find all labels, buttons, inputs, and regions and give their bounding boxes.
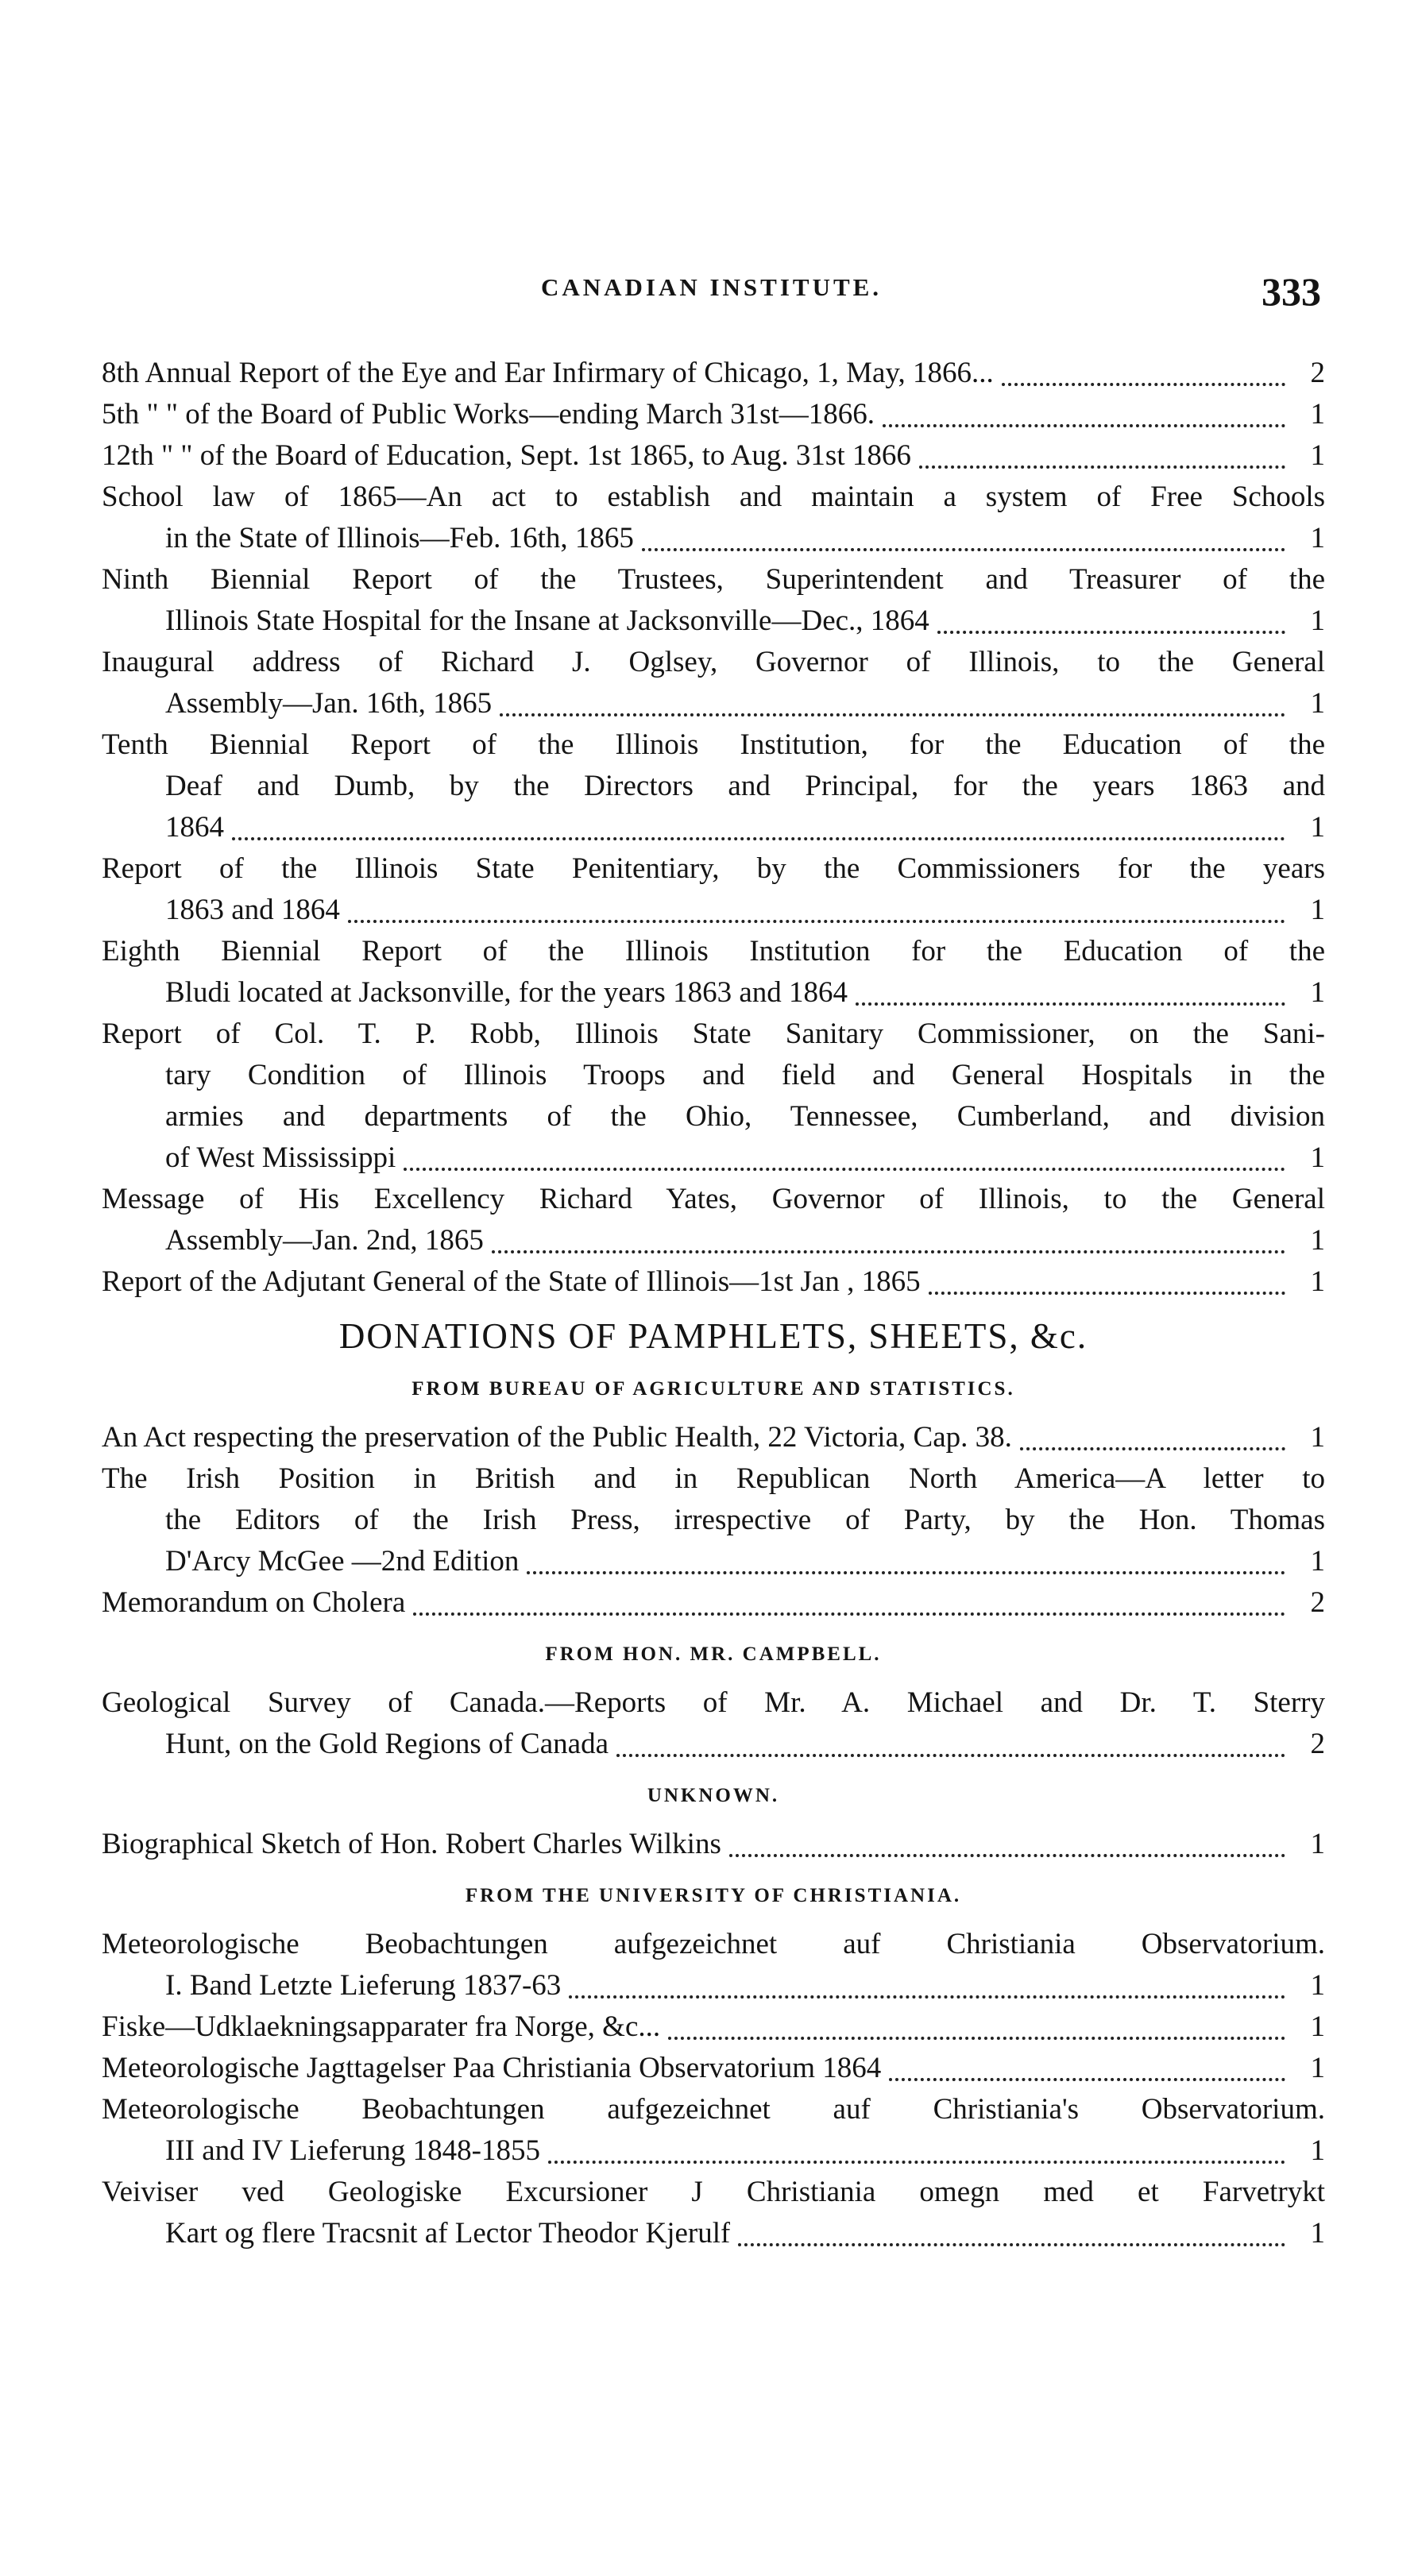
entry-last-line xyxy=(102,435,1325,477)
report-list xyxy=(102,353,1325,1303)
entry-count: 1 xyxy=(1310,1141,1325,1174)
entry-text: armies and departments of the Ohio, Tennessee, Cumberland, and division xyxy=(165,1100,1325,1133)
entry-count: 1 xyxy=(1310,1828,1325,1860)
entry-count: 1 xyxy=(1310,1545,1325,1578)
catalog-entry xyxy=(102,2089,1325,2172)
entry-line xyxy=(102,1096,1325,1137)
entry-count: 1 xyxy=(1310,604,1325,637)
entry-last-line xyxy=(102,1417,1325,1458)
entry-text: Report of the Illinois State Penitentiary, by the Commissioners for the years xyxy=(102,852,1325,885)
dot-leader xyxy=(889,2070,1285,2081)
entry-text: Assembly—Jan. 16th, 1865 xyxy=(165,687,493,720)
donor-subheading: UNKNOWN. xyxy=(647,1785,780,1806)
dot-leader xyxy=(348,912,1285,923)
entry-line xyxy=(102,477,1325,518)
catalog-entry xyxy=(102,353,1325,394)
entry-last-line xyxy=(102,683,1325,724)
catalog-entry xyxy=(102,2006,1325,2048)
catalog-entry xyxy=(102,435,1325,477)
entry-count: 1 xyxy=(1310,1224,1325,1257)
dot-leader xyxy=(232,829,1285,840)
entry-text: Message of His Excellency Richard Yates, Governor of Illinois, to the General xyxy=(102,1183,1325,1215)
dot-leader xyxy=(569,1987,1285,1999)
dot-leader xyxy=(919,458,1285,469)
entry-last-line xyxy=(102,353,1325,394)
entry-count: 1 xyxy=(1310,976,1325,1009)
entry-text: Geological Survey of Canada.—Reports of Mr. A. Michael and Dr. T. Sterry xyxy=(102,1686,1325,1719)
catalog-entry xyxy=(102,1261,1325,1303)
entry-last-line xyxy=(102,2006,1325,2048)
donation-groups xyxy=(102,1376,1325,2254)
dot-leader xyxy=(1002,375,1285,386)
catalog-entry xyxy=(102,724,1325,848)
entry-count: 1 xyxy=(1310,398,1325,431)
catalog-entry xyxy=(102,1014,1325,1179)
entry-line xyxy=(102,1458,1325,1500)
entry-text: Biographical Sketch of Hon. Robert Charles Wilkins xyxy=(102,1828,721,1860)
entry-line xyxy=(102,848,1325,890)
entry-line xyxy=(102,2172,1325,2213)
entry-count: 1 xyxy=(1310,439,1325,472)
page-number: 333 xyxy=(1262,269,1321,314)
entry-line xyxy=(102,642,1325,683)
entry-text: Memorandum on Cholera xyxy=(102,1586,406,1619)
entry-count: 1 xyxy=(1310,2217,1325,2250)
entry-line xyxy=(102,766,1325,807)
catalog-entry xyxy=(102,2172,1325,2254)
dot-leader xyxy=(729,1846,1285,1857)
entry-text: An Act respecting the preservation of the Public Health, 22 Victoria, Cap. 38. xyxy=(102,1421,1012,1454)
entry-line xyxy=(102,1179,1325,1220)
entry-last-line xyxy=(102,1541,1325,1582)
entry-text: Report of Col. T. P. Robb, Illinois State Sanitary Commissioner, on the Sani- xyxy=(102,1018,1325,1050)
entry-last-line xyxy=(102,601,1325,642)
entry-line xyxy=(102,559,1325,601)
entry-text: 8th Annual Report of the Eye and Ear Infirmary of Chicago, 1, May, 1866... xyxy=(102,357,994,389)
donor-subheading: FROM HON. MR. CAMPBELL. xyxy=(545,1643,882,1665)
catalog-entry xyxy=(102,1924,1325,2006)
entry-last-line xyxy=(102,1965,1325,2006)
entry-last-line xyxy=(102,1220,1325,1261)
entry-count: 2 xyxy=(1310,357,1325,389)
dot-leader xyxy=(1020,1439,1285,1450)
dot-leader xyxy=(738,2235,1285,2246)
section-heading: DONATIONS OF PAMPHLETS, SHEETS, &c. xyxy=(338,1316,1088,1356)
running-title: CANADIAN INSTITUTE. xyxy=(540,273,883,301)
entry-text: Veiviser ved Geologiske Excursioner J Christiania omegn med et Farvetrykt xyxy=(102,2176,1325,2208)
dot-leader xyxy=(937,623,1285,634)
catalog-entry xyxy=(102,642,1325,724)
entry-text: Ninth Biennial Report of the Trustees, Superintendent and Treasurer of the xyxy=(102,563,1325,596)
dot-leader xyxy=(548,2153,1285,2164)
entry-count: 1 xyxy=(1310,1969,1325,2002)
entry-line xyxy=(102,1055,1325,1096)
entry-count: 1 xyxy=(1310,2052,1325,2084)
entry-text: Illinois State Hospital for the Insane at Jacksonville—Dec., 1864 xyxy=(165,604,929,637)
entry-text: Fiske—Udklaekningsapparater fra Norge, &c... xyxy=(102,2010,661,2043)
catalog-entry xyxy=(102,559,1325,642)
entry-text: Inaugural address of Richard J. Oglsey, Governor of Illinois, to the General xyxy=(102,646,1325,678)
donor-subheading: FROM BUREAU OF AGRICULTURE AND STATISTICS. xyxy=(411,1378,1015,1400)
entry-text: I. Band Letzte Lieferung 1837-63 xyxy=(165,1969,562,2002)
entry-last-line xyxy=(102,2130,1325,2172)
entry-last-line xyxy=(102,2213,1325,2254)
entry-last-line xyxy=(102,890,1325,931)
entry-line xyxy=(102,1500,1325,1541)
entry-text: Meteorologische Jagttagelser Paa Christiania Observatorium 1864 xyxy=(102,2052,882,2084)
dot-leader xyxy=(616,1746,1285,1757)
catalog-entry xyxy=(102,931,1325,1014)
entry-last-line xyxy=(102,1261,1325,1303)
catalog-entry xyxy=(102,848,1325,931)
entry-count: 1 xyxy=(1310,1421,1325,1454)
entry-text: 12th " " of the Board of Education, Sept. 1st 1865, to Aug. 31st 1866 xyxy=(102,439,911,472)
entry-count: 1 xyxy=(1310,1265,1325,1298)
catalog-entry xyxy=(102,477,1325,559)
entry-last-line xyxy=(102,972,1325,1014)
catalog-entry xyxy=(102,1582,1325,1624)
catalog-entry xyxy=(102,1458,1325,1582)
entry-last-line xyxy=(102,807,1325,848)
entry-last-line xyxy=(102,1137,1325,1179)
entry-line xyxy=(102,1682,1325,1724)
catalog-entry xyxy=(102,1179,1325,1261)
entry-last-line xyxy=(102,1824,1325,1865)
entry-count: 1 xyxy=(1310,2134,1325,2167)
entry-text: Eighth Biennial Report of the Illinois Institution for the Education of the xyxy=(102,935,1325,967)
catalog-entry xyxy=(102,1682,1325,1765)
entry-text: Kart og flere Tracsnit af Lector Theodor Kjerulf xyxy=(165,2217,731,2250)
dot-leader xyxy=(642,540,1285,551)
catalog-entry xyxy=(102,1824,1325,1865)
entry-text: Report of the Adjutant General of the State of Illinois—1st Jan , 1865 xyxy=(102,1265,921,1298)
entry-count: 2 xyxy=(1310,1586,1325,1619)
entry-line xyxy=(102,724,1325,766)
dot-leader xyxy=(929,1284,1285,1295)
entry-count: 2 xyxy=(1310,1728,1325,1760)
entry-last-line xyxy=(102,2048,1325,2089)
dot-leader xyxy=(413,1605,1285,1616)
entry-count: 1 xyxy=(1310,2010,1325,2043)
catalog-entry xyxy=(102,2048,1325,2089)
entry-last-line xyxy=(102,1724,1325,1765)
entry-last-line xyxy=(102,1582,1325,1624)
entry-line xyxy=(102,1924,1325,1965)
entry-count: 1 xyxy=(1310,687,1325,720)
entry-count: 1 xyxy=(1310,894,1325,926)
entry-line xyxy=(102,2089,1325,2130)
dot-leader xyxy=(668,2029,1285,2040)
entry-text: 5th " " of the Board of Public Works—ending March 31st—1866. xyxy=(102,398,875,431)
entry-text: Meteorologische Beobachtungen aufgezeichnet auf Christiania's Observatorium. xyxy=(102,2093,1325,2126)
entry-text: 1864 xyxy=(165,811,224,844)
dot-leader xyxy=(500,705,1285,716)
entry-last-line xyxy=(102,394,1325,435)
entry-text: D'Arcy McGee —2nd Edition xyxy=(165,1545,520,1578)
entry-count: 1 xyxy=(1310,522,1325,554)
donation-group xyxy=(102,1641,1325,1765)
dot-leader xyxy=(492,1242,1285,1253)
entry-text: III and IV Lieferung 1848-1855 xyxy=(165,2134,540,2167)
entry-line xyxy=(102,1014,1325,1055)
entry-text: in the State of Illinois—Feb. 16th, 1865 xyxy=(165,522,634,554)
entry-text: Meteorologische Beobachtungen aufgezeichnet auf Christiania Observatorium. xyxy=(102,1928,1325,1960)
donor-subheading: FROM THE UNIVERSITY OF CHRISTIANIA. xyxy=(465,1885,962,1906)
entry-count: 1 xyxy=(1310,811,1325,844)
entry-text: 1863 and 1864 xyxy=(165,894,340,926)
dot-leader xyxy=(404,1160,1285,1171)
entry-text: Bludi located at Jacksonville, for the years 1863 and 1864 xyxy=(165,976,848,1009)
entry-line xyxy=(102,931,1325,972)
entry-text: Tenth Biennial Report of the Illinois Institution, for the Education of the xyxy=(102,728,1325,761)
entry-text: School law of 1865—An act to establish and maintain a system of Free Schools xyxy=(102,481,1325,513)
entry-text: Assembly—Jan. 2nd, 1865 xyxy=(165,1224,484,1257)
donation-group xyxy=(102,1782,1325,1865)
catalog-entry xyxy=(102,394,1325,435)
catalog-entry xyxy=(102,1417,1325,1458)
entry-text: Hunt, on the Gold Regions of Canada xyxy=(165,1728,609,1760)
entry-text: the Editors of the Irish Press, irrespective of Party, by the Hon. Thomas xyxy=(165,1504,1325,1536)
entry-text: Deaf and Dumb, by the Directors and Principal, for the years 1863 and xyxy=(165,770,1325,802)
dot-leader xyxy=(883,416,1285,427)
page-body xyxy=(102,353,1325,2254)
donation-group xyxy=(102,1883,1325,2254)
dot-leader xyxy=(856,994,1285,1006)
entry-text: The Irish Position in British and in Republican North America—A letter to xyxy=(102,1462,1325,1495)
page-header xyxy=(102,268,1321,324)
donation-group xyxy=(102,1376,1325,1624)
entry-text: tary Condition of Illinois Troops and field and General Hospitals in the xyxy=(165,1059,1325,1091)
dot-leader xyxy=(527,1563,1285,1574)
entry-text: of West Mississippi xyxy=(165,1141,396,1174)
entry-last-line xyxy=(102,518,1325,559)
